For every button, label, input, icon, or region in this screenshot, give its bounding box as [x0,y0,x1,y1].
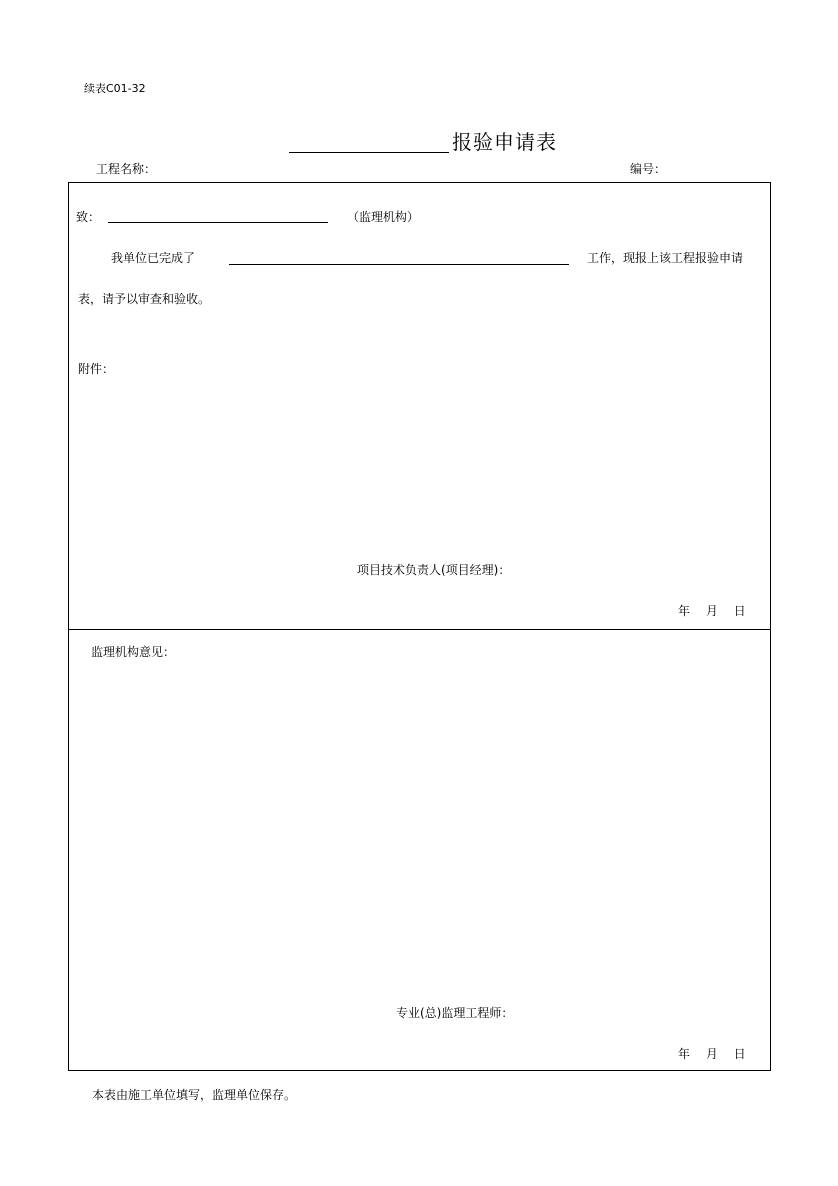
completed-text: 我单位已完成了 [111,251,196,265]
page-title: 报验申请表 [452,130,557,154]
section-divider [68,629,771,630]
title-blank-line[interactable] [289,152,449,153]
review-request-text: 表，请予以审查和验收。 [78,292,211,306]
recipient-blank-line[interactable] [108,222,328,223]
form-table [68,182,771,1071]
engineer-signature-label: 专业(总)监理工程师： [396,1006,514,1020]
tech-lead-signature-label: 项目技术负责人(项目经理)： [357,563,511,577]
to-label: 致： [76,210,101,224]
supervision-org-label: （监理机构） [347,210,420,224]
form-id: 续表C01-32 [84,82,146,95]
work-blank-line[interactable] [229,264,569,265]
project-name-label: 工程名称： [96,162,157,176]
supervisor-date: 年 月 日 [678,1047,746,1061]
attachment-label: 附件： [78,362,115,376]
supervision-opinion-label: 监理机构意见： [91,645,176,659]
number-label: 编号： [630,162,667,176]
work-text: 工作，现报上该工程报验申请 [587,251,744,265]
applicant-date: 年 月 日 [678,604,746,618]
footnote: 本表由施工单位填写，监理单位保存。 [92,1088,297,1102]
